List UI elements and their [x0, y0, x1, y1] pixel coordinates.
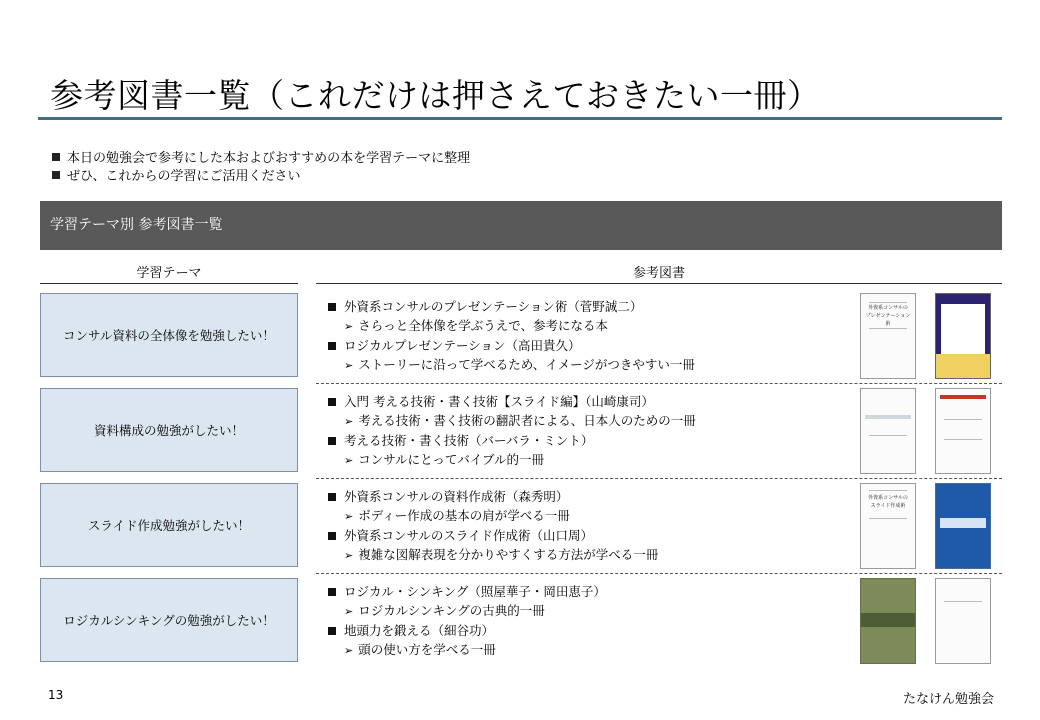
book-list [326, 487, 658, 565]
theme-row [40, 388, 1002, 476]
book-title: 地頭力を鍛える（細谷功） [326, 621, 606, 640]
book-cover-image: 外資系コンサルの スライド作成術 [860, 483, 916, 569]
book-title: 入門 考える技術・書く技術【スライド編】（山崎康司） [326, 392, 696, 411]
book-list [326, 582, 606, 660]
intro-bullet-text: ぜひ、これからの学習にご活用ください [67, 169, 301, 184]
section-header-bar: 学習テーマ別 参考図書一覧 [40, 201, 1002, 250]
arrow-bullet-icon: ➢ [344, 454, 354, 467]
footer-brand: たなけん勉強会 [902, 692, 994, 707]
arrow-bullet-icon: ➢ [344, 605, 354, 618]
arrow-bullet-icon: ➢ [344, 359, 354, 372]
book-note [326, 640, 606, 660]
book-cover-image: 外資系コンサルの プレゼンテーション術 [860, 293, 916, 379]
intro-bullet [52, 168, 470, 186]
book-note [326, 355, 695, 375]
book-note [326, 506, 658, 526]
intro-bullet-text: 本日の勉強会で参考にした本およびおすすめの本を学習テーマに整理 [67, 151, 471, 166]
theme-box: 資料構成の勉強がしたい！ [40, 388, 298, 472]
book-note-text: さらっと全体像を学ぶうえで、参考になる本 [358, 318, 608, 333]
square-bullet-icon [52, 171, 60, 179]
theme-box: スライド作成勉強がしたい！ [40, 483, 298, 567]
book-cover-image [935, 388, 991, 474]
intro-bullets [52, 150, 470, 186]
page-number: 13 [48, 688, 64, 702]
theme-row [40, 578, 1002, 666]
book-note-text: ストーリーに沿って学べるため、イメージがつきやすい一冊 [358, 357, 695, 372]
book-title: 外資系コンサルのプレゼンテーション術（菅野誠二） [326, 297, 695, 316]
column-rule [40, 283, 298, 284]
book-note [326, 316, 695, 336]
book-note-text: ロジカルシンキングの古典的一冊 [358, 603, 545, 618]
title-underline [38, 117, 1002, 120]
book-note-text: 頭の使い方を学べる一冊 [358, 642, 496, 657]
book-title: ロジカル・シンキング（照屋華子・岡田恵子） [326, 582, 606, 601]
column-header-books: 参考図書 [632, 266, 685, 281]
book-cover-image [935, 483, 991, 569]
theme-box: ロジカルシンキングの勉強がしたい！ [40, 578, 298, 662]
column-header-theme: 学習テーマ [136, 266, 202, 281]
book-note [326, 545, 658, 565]
book-note [326, 411, 696, 431]
book-note-text: 複雑な図解表現を分かりやすくする方法が学べる一冊 [358, 547, 659, 562]
book-cover-image [935, 293, 991, 379]
row-divider [316, 383, 1002, 384]
arrow-bullet-icon: ➢ [344, 320, 354, 333]
row-divider [316, 478, 1002, 479]
book-cover-image [860, 578, 916, 664]
slide-title: 参考図書一覧（これだけは押さえておきたい一冊） [50, 76, 821, 115]
book-note [326, 450, 696, 470]
theme-box: コンサル資料の全体像を勉強したい！ [40, 293, 298, 377]
arrow-bullet-icon: ➢ [344, 510, 354, 523]
row-divider [316, 573, 1002, 574]
arrow-bullet-icon: ➢ [344, 415, 354, 428]
book-title: 考える技術・書く技術（バーバラ・ミント） [326, 431, 696, 450]
book-title: 外資系コンサルの資料作成術（森秀明） [326, 487, 658, 506]
column-rule [316, 283, 1002, 284]
theme-row [40, 293, 1002, 381]
square-bullet-icon [52, 153, 60, 161]
book-title: 外資系コンサルのスライド作成術（山口周） [326, 526, 658, 545]
book-title: ロジカルプレゼンテーション（高田貴久） [326, 336, 695, 355]
book-note-text: コンサルにとってバイブル的一冊 [358, 452, 544, 467]
book-note-text: ボディー作成の基本の肩が学べる一冊 [358, 508, 570, 523]
arrow-bullet-icon: ➢ [344, 549, 354, 562]
book-note-text: 考える技術・書く技術の翻訳者による、日本人のための一冊 [358, 413, 696, 428]
theme-row [40, 483, 1002, 571]
book-note [326, 601, 606, 621]
book-cover-image [935, 578, 991, 664]
book-list [326, 392, 696, 470]
arrow-bullet-icon: ➢ [344, 644, 354, 657]
intro-bullet [52, 150, 470, 168]
book-list [326, 297, 695, 375]
book-cover-image [860, 388, 916, 474]
